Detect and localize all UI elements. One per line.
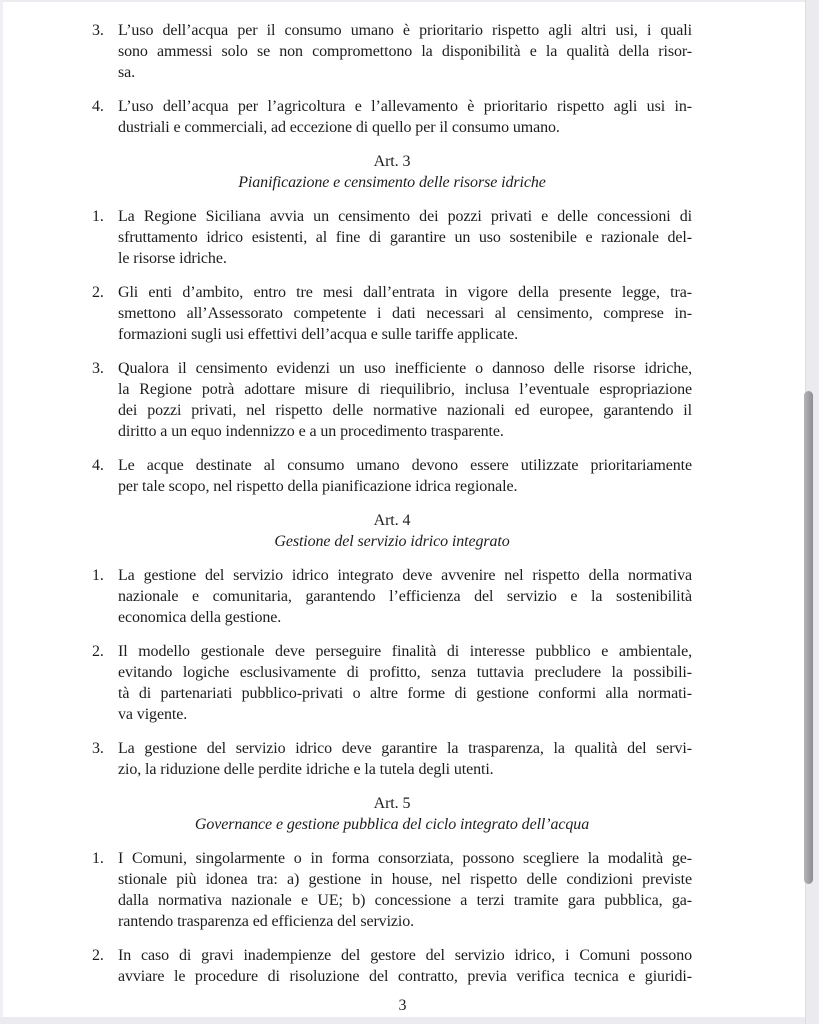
item-number: 1. [92, 208, 104, 225]
text-line: la Regione potrà adottare misure di riequilibrio, inclusa l’eventuale espropriazione [118, 381, 692, 398]
item-lines [118, 455, 692, 497]
page-number: 3 [398, 997, 407, 1014]
article-title: Art. 5 [373, 795, 411, 812]
item-number: 2. [92, 643, 104, 660]
list-item [92, 738, 692, 780]
item-number: 2. [92, 947, 104, 964]
text-line: sfruttamento idrico esistenti, al fine di garantire un uso sostenibile e razionale del- [118, 229, 692, 246]
article-heading [92, 510, 692, 552]
item-lines [118, 641, 692, 725]
text-line: tà di partenariati pubblico-privati o altre forme di gestione conformi alla normati- [118, 685, 692, 702]
list-item [92, 455, 692, 497]
article-heading [92, 793, 692, 835]
text-line: dei pozzi privati, nel rispetto delle normative nazionali ed europee, garantendo il [118, 402, 692, 419]
text-line: dustriali e commerciali, ad eccezione di quello per il consumo umano. [118, 119, 560, 136]
text-line: avviare le procedure di risoluzione del contratto, previa verifica tecnica e giuridi- [118, 968, 692, 985]
text-line: L’uso dell’acqua per il consumo umano è prioritario rispetto agli altri usi, i quali [118, 22, 692, 39]
text-line: La gestione del servizio idrico deve garantire la trasparenza, la qualità del servi- [118, 740, 692, 757]
text-line: dalla normativa nazionale e UE; b) concessione a terzi tramite gara pubblica, ga- [118, 892, 692, 909]
text-line: per tale scopo, nel rispetto della pianificazione idrica regionale. [118, 478, 518, 495]
item-number: 4. [92, 457, 104, 474]
article-subtitle: Gestione del servizio idrico integrato [274, 533, 510, 550]
article-title: Art. 3 [373, 153, 411, 170]
text-line: Gli enti d’ambito, entro tre mesi dall’entrata in vigore della presente legge, tra- [118, 284, 692, 301]
list-item [92, 358, 692, 442]
text-line: stionale più idonea tra: a) gestione in house, nel rispetto delle condizioni previste [118, 871, 692, 888]
text-line: diritto a un equo indennizzo e a un procedimento trasparente. [118, 423, 504, 440]
article-title: Art. 4 [373, 512, 411, 529]
text-line: Qualora il censimento evidenzi un uso inefficiente o dannoso delle risorse idriche, [118, 360, 692, 377]
list-item [92, 641, 692, 725]
text-line: La Regione Siciliana avvia un censimento dei pozzi privati e delle concessioni di [118, 208, 692, 225]
list-item [92, 848, 692, 932]
text-line: In caso di gravi inadempienze del gestore del servizio idrico, i Comuni possono [118, 947, 692, 964]
text-line: rantendo trasparenza ed efficienza del servizio. [118, 913, 415, 930]
text-line: va vigente. [118, 706, 188, 723]
text-column [92, 20, 692, 1000]
list-item [92, 96, 692, 138]
scrollbar-track[interactable] [805, 0, 819, 1024]
text-line: smettono all’Assessorato competente i dati necessari al censimento, comprese in- [118, 305, 692, 322]
text-line: Il modello gestionale deve perseguire finalità di interesse pubblico e ambientale, [118, 643, 692, 660]
item-number: 4. [92, 98, 104, 115]
list-item [92, 565, 692, 628]
text-line: Le acque destinate al consumo umano devono essere utilizzate prioritariamente [118, 457, 692, 474]
article-heading [92, 151, 692, 193]
page-edge-top [0, 0, 819, 2]
text-line: La gestione del servizio idrico integrato deve avvenire nel rispetto della normativa [118, 567, 692, 584]
text-line: I Comuni, singolarmente o in forma consorziata, possono scegliere la modalità ge- [118, 850, 692, 867]
item-lines [118, 206, 692, 269]
text-line: zio, la riduzione delle perdite idriche e la tutela degli utenti. [118, 761, 494, 778]
item-number: 1. [92, 567, 104, 584]
text-line: formazioni sugli usi effettivi dell’acqua e sulle tariffe applicate. [118, 326, 519, 343]
text-line: evitando logiche esclusivamente di profitto, senza tuttavia precludere la possibili- [118, 664, 692, 681]
item-lines [118, 565, 692, 628]
item-lines [118, 96, 692, 138]
list-item [92, 206, 692, 269]
text-line: economica della gestione. [118, 609, 282, 626]
item-lines [118, 945, 692, 987]
list-item [92, 20, 692, 83]
list-item [92, 282, 692, 345]
item-lines [118, 848, 692, 932]
item-number: 3. [92, 22, 104, 39]
item-number: 1. [92, 850, 104, 867]
list-item [92, 945, 692, 987]
page-edge-bottom [0, 1017, 819, 1024]
text-line: nazionale e comunitaria, garantendo l’efficienza del servizio e la sostenibilità [118, 588, 692, 605]
item-lines [118, 20, 692, 83]
item-number: 3. [92, 740, 104, 757]
page-edge-left [0, 0, 3, 1024]
item-lines [118, 282, 692, 345]
scrollbar-thumb[interactable] [804, 391, 813, 884]
item-number: 3. [92, 360, 104, 377]
text-line: sa. [118, 64, 136, 81]
text-line: sono ammessi solo se non compromettono la disponibilità e la qualità della risor- [118, 43, 692, 60]
text-line: L’uso dell’acqua per l’agricoltura e l’allevamento è prioritario rispetto agli usi in- [118, 98, 692, 115]
article-subtitle: Pianificazione e censimento delle risorse idriche [238, 174, 546, 191]
article-subtitle: Governance e gestione pubblica del ciclo integrato dell’acqua [194, 816, 590, 833]
item-number: 2. [92, 284, 104, 301]
item-lines [118, 358, 692, 442]
item-lines [118, 738, 692, 780]
text-line: le risorse idriche. [118, 250, 227, 267]
